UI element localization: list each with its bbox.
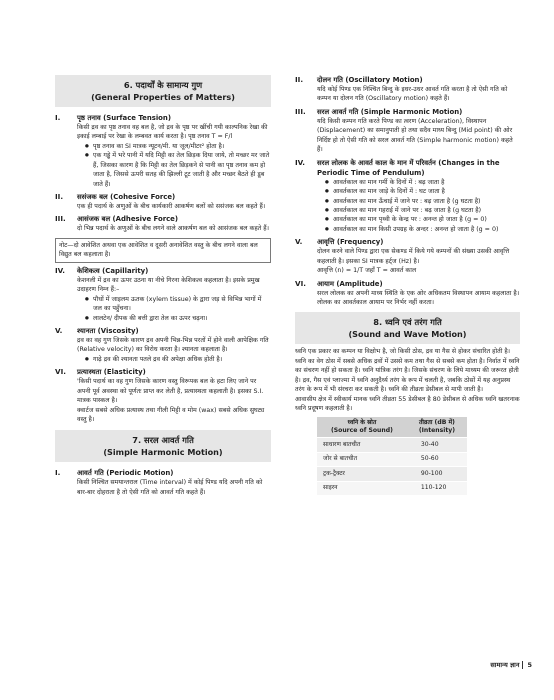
note-box: नोट—दो आवेशित अथवा एक आवेशित व दूसरी अनावेशित वस्तु के बीच लगने वाला बल विद्युत बल कहलाता है। — [55, 238, 271, 263]
section-amplitude — [295, 279, 520, 308]
section-title: प्रत्यास्थता (Elasticity) — [77, 368, 146, 377]
bullet-item: ● आवर्तकाल का मान गर्मी के दिनों में : बढ़ जाता है — [325, 178, 520, 187]
table-cell: साइरन — [317, 481, 407, 496]
section-oscillatory-motion — [295, 75, 520, 104]
page — [55, 75, 525, 675]
bullet-item: ● पौधों में जाइलम ऊतक (xylem tissue) के द्वारा जड़ से विभिन्न भागों में जल का पहुँचना। — [85, 295, 271, 314]
page-footer — [490, 661, 532, 671]
section-title: सरल लोलक के आवर्त काल के मान में परिवर्तन (Changes in the Periodic Time of Pendulum) — [317, 158, 500, 177]
chapter-8-title: 8. ध्वनि एवं तरंग गति — [373, 317, 442, 328]
section-number: II. — [55, 192, 64, 201]
section-number: II. — [295, 75, 304, 84]
chapter-7-title: 7. सरल आवर्त गति — [132, 435, 194, 446]
chapter-6-header — [55, 75, 271, 107]
bullet-item: ● एक गड्ढे में भरे पानी में यदि मिट्टी का तेल छिड़क दिया जाये, तो मच्छर मर जाते हैं, जिसका कारण है कि मिट्टी का तेल छिड़कने से पानी का पृष्ठ तनाव कम हो जाता है, जिससे ऊपरी सतह की झिल्ली टूट जाती है और मच्छर बैठते ही डूब जाते हैं। — [85, 151, 271, 189]
header-line: (Source of Sound) — [330, 427, 393, 435]
section-number: I. — [55, 112, 61, 122]
table-row — [317, 438, 467, 453]
section-number: V. — [295, 237, 303, 247]
header-line: तीव्रता (dB में) — [418, 419, 455, 427]
section-title: पृष्ठ तनाव (Surface Tension) — [77, 113, 171, 122]
section-text: सरल लोलक का अपनी माध्य स्थिति के एक ओर अधिकतम विस्थापन आयाम कहलाता है। लोलक का आवर्तकाल आयाम पर निर्भर नहीं करता। — [317, 289, 520, 306]
table-cell: ट्रक-ट्रैक्टर — [317, 467, 407, 482]
section-number: VI. — [295, 278, 306, 288]
header-line: ध्वनि के स्रोत — [347, 419, 377, 427]
section-text: दो भिन्न पदार्थ के अणुओं के बीच लगने वाले आकर्षण बल को आसंजक बल कहते हैं। — [77, 225, 269, 233]
sound-intensity-table — [317, 417, 467, 496]
header-line: (Intensity) — [418, 427, 456, 435]
bullet-item: ● आवर्तकाल का मान ऊँचाई में जाने पर : बढ़ जाता है (g घटता है) — [325, 197, 520, 206]
section-text: किसी द्रव का पृष्ठ तनाव वह बल है, जो द्रव के पृष्ठ पर खींची गयी काल्पनिक रेखा की इकाई लम्बाई पर रेखा के लम्बवत कार्य करता है। पृष्ठ तनाव T = F/l — [77, 123, 268, 141]
section-number: III. — [295, 106, 306, 116]
bullet-item: ● गाढ़े द्रव की श्यानता पतले द्रव की अपेक्षा अधिक होती है। — [85, 355, 271, 364]
section-periodic-motion — [55, 468, 271, 497]
bullet-list — [77, 142, 271, 189]
section-adhesive-force — [55, 214, 271, 233]
section-title: ससंजक बल (Cohesive Force) — [77, 193, 176, 201]
section-cohesive-force — [55, 192, 271, 211]
section-title: आवृत्ति (Frequency) — [317, 238, 384, 247]
section-text: यदि कोई पिण्ड एक निश्चित बिन्दु के इधर-उधर आवर्त गति करता है तो ऐसी गति को कम्पन या दोलन गति (Oscillatory motion) कहते हैं। — [317, 86, 508, 103]
bullet-item: ● आवर्तकाल का मान पृथ्वी के केन्द्र पर : अनन्त हो जाता है (g = 0) — [325, 215, 520, 224]
bullet-item: ● आवर्तकाल का मान गहराई में जाने पर : बढ़ जाता है (g घटता है) — [325, 206, 520, 215]
table-cell: साधारण बातचीत — [317, 438, 407, 453]
table-cell: 50-60 — [407, 452, 467, 467]
section-simple-harmonic-motion — [295, 107, 520, 155]
table-header-intensity — [407, 417, 467, 437]
footer-label: सामान्य ज्ञान — [490, 661, 520, 669]
table-cell: 90-100 — [407, 467, 467, 482]
bullet-list — [317, 178, 520, 235]
section-number: VI. — [55, 367, 66, 377]
section-number: IV. — [295, 157, 306, 167]
right-column — [295, 75, 520, 496]
section-title: श्यानता (Viscosity) — [77, 326, 139, 335]
sound-text: ध्वनि एक प्रकार का कम्पन या विक्षोभ है, जो किसी ठोस, द्रव या गैस से होकर संचारित होती है। ध्वनि का वेग ठोस में सबसे अधिक द्रवों में उससे कम तथा गैस से सबसे कम होता है। निर्वात में ध्वनि का संचरण नहीं हो सकता है। ध्वनि यांत्रिक तरंग है। जिसके संचरण के लिये माध्यम की जरूरत होती है। द्रव, गैस एवं प्लाज्मा में ध्वनि अनुदैर्ध्य तरंग के रूप में चलती है, जबकि ठोसों में यह अनुप्रस्थ तरंग के रूप में भी संरचरा कर सकती है। ध्वनि की तीव्रता डेसीबल से मापी जाती है। — [295, 348, 520, 394]
bullet-item: ● लालटेन/ दीपक की बत्ती द्वारा तेल का ऊपर चढ़ना। — [85, 314, 271, 323]
chapter-6-subtitle: (General Properties of Matters) — [91, 91, 235, 102]
table-header-source — [317, 417, 407, 437]
section-frequency — [295, 237, 520, 275]
section-text: दोलन करने वाले पिण्ड द्वारा एक सेकण्ड में किये गये कम्पनों की संख्या उसकी आवृत्ति कहलाती है। इसका SI मात्रक हर्ट्ज (Hz) है। — [317, 248, 510, 265]
section-text: एक ही पदार्थ के अणुओं के बीच कार्यकारी आकर्षण बलों को ससंजक बल कहते हैं। — [77, 203, 266, 210]
table-row — [317, 481, 467, 496]
table-row — [317, 467, 467, 482]
section-surface-tension — [55, 113, 271, 189]
section-capillarity — [55, 266, 271, 323]
table-cell: 110-120 — [407, 481, 467, 496]
section-text: 'किसी पदार्थ का वह गुण जिसके कारण वस्तु विरूपक बल के हटा लिए जाने पर अपनी पूर्व अवस्था को पूर्णतः प्राप्त कर लेती है, प्रत्यास्थता कहलाती है। इसका S.I. मात्रक पास्कल है। — [77, 378, 264, 405]
section-title: आसंजक बल (Adhesive Force) — [77, 215, 178, 224]
bullet-item: ● आवर्तकाल का मान किसी उपग्रह के अन्दर : अनन्त हो जाता है (g = 0) — [325, 225, 520, 234]
bullet-list — [77, 295, 271, 323]
section-text: किसी निश्चित समयान्तराल (Time interval) में कोई पिण्ड यदि अपनी गति को बार-बार दोहराता है तो ऐसी गति को आवर्त गति कहते हैं। — [77, 479, 263, 496]
section-title: आवर्त गति (Periodic Motion) — [77, 469, 174, 478]
table-row — [317, 452, 467, 467]
section-title: दोलन गति (Oscillatory Motion) — [317, 76, 423, 84]
bullet-list — [77, 355, 271, 364]
section-text: यदि किसी कम्पन गति करते पिण्ड का त्वरण (Acceleration), विस्थापन (Displacement) का समानुपाती हो तथा सदैव माध्य बिन्दु (Mid point) की ओर निर्दिष्ट हो तो ऐसी गति को सरल आवर्त गति (Simple harmonic motion) कहते हैं। — [317, 117, 513, 154]
section-text: केशनली में द्रव का ऊपर उठना या नीचे गिरना केशिकत्व कहलाता है। इसके प्रमुख उदाहरण निम्न हैं:– — [77, 276, 260, 294]
sound-text-2: आवासीय क्षेत्र में स्वीकार्य मानक ध्वनि तीव्रता 55 डेसीबल है 80 डेसीबल से अधिक ध्वनि खतरनाक ध्वनि प्रदूषण कहलाती है। — [295, 395, 520, 412]
page-number: 5 — [522, 661, 532, 669]
section-title: आयाम (Amplitude) — [317, 279, 383, 288]
section-number: III. — [55, 214, 66, 224]
chapter-7-header — [55, 430, 271, 462]
section-title: केशिकत्व (Capillarity) — [77, 266, 149, 275]
section-number: V. — [55, 325, 63, 335]
chapter-8-header — [295, 312, 520, 344]
bullet-item: ● पृष्ठ तनाव का SI मात्रक न्यूटन/मी. या जूल/मीटर² होता है। — [85, 142, 271, 151]
section-number: I. — [55, 468, 61, 478]
frequency-formula: आवृत्ति (n) = 1/T जहाँ T = आवर्त काल — [317, 267, 417, 275]
chapter-8-subtitle: (Sound and Wave Motion) — [348, 329, 467, 340]
section-elasticity — [55, 367, 271, 424]
left-column — [55, 75, 271, 497]
section-pendulum-period — [295, 158, 520, 235]
section-number: IV. — [55, 265, 66, 275]
section-text: द्रव का वह गुण जिसके कारण द्रव अपनी भिन्न-भिन्न परतों में होने वाली आपेक्षिक गति (Relative velocity) का विरोध करता है। श्यानता कहलाता है। — [77, 336, 269, 354]
chapter-7-subtitle: (Simple Harmonic Motion) — [103, 447, 223, 458]
section-text: क्वार्टज सबसे अधिक प्रत्यास्थ तथा गीली मिट्टी व मोम (wax) सबसे अधिक सुघट्य वस्तु है। — [77, 406, 265, 423]
table-cell: 30-40 — [407, 438, 467, 453]
bullet-item: ● आवर्तकाल का मान जाड़े के दिनों में : घट जाता है — [325, 187, 520, 196]
section-viscosity — [55, 326, 271, 364]
table-cell: जोर से बातचीत — [317, 452, 407, 467]
section-title: सरल आवर्त गति (Simple Harmonic Motion) — [317, 107, 463, 116]
chapter-6-title: 6. पदार्थों के सामान्य गुण — [123, 80, 203, 90]
